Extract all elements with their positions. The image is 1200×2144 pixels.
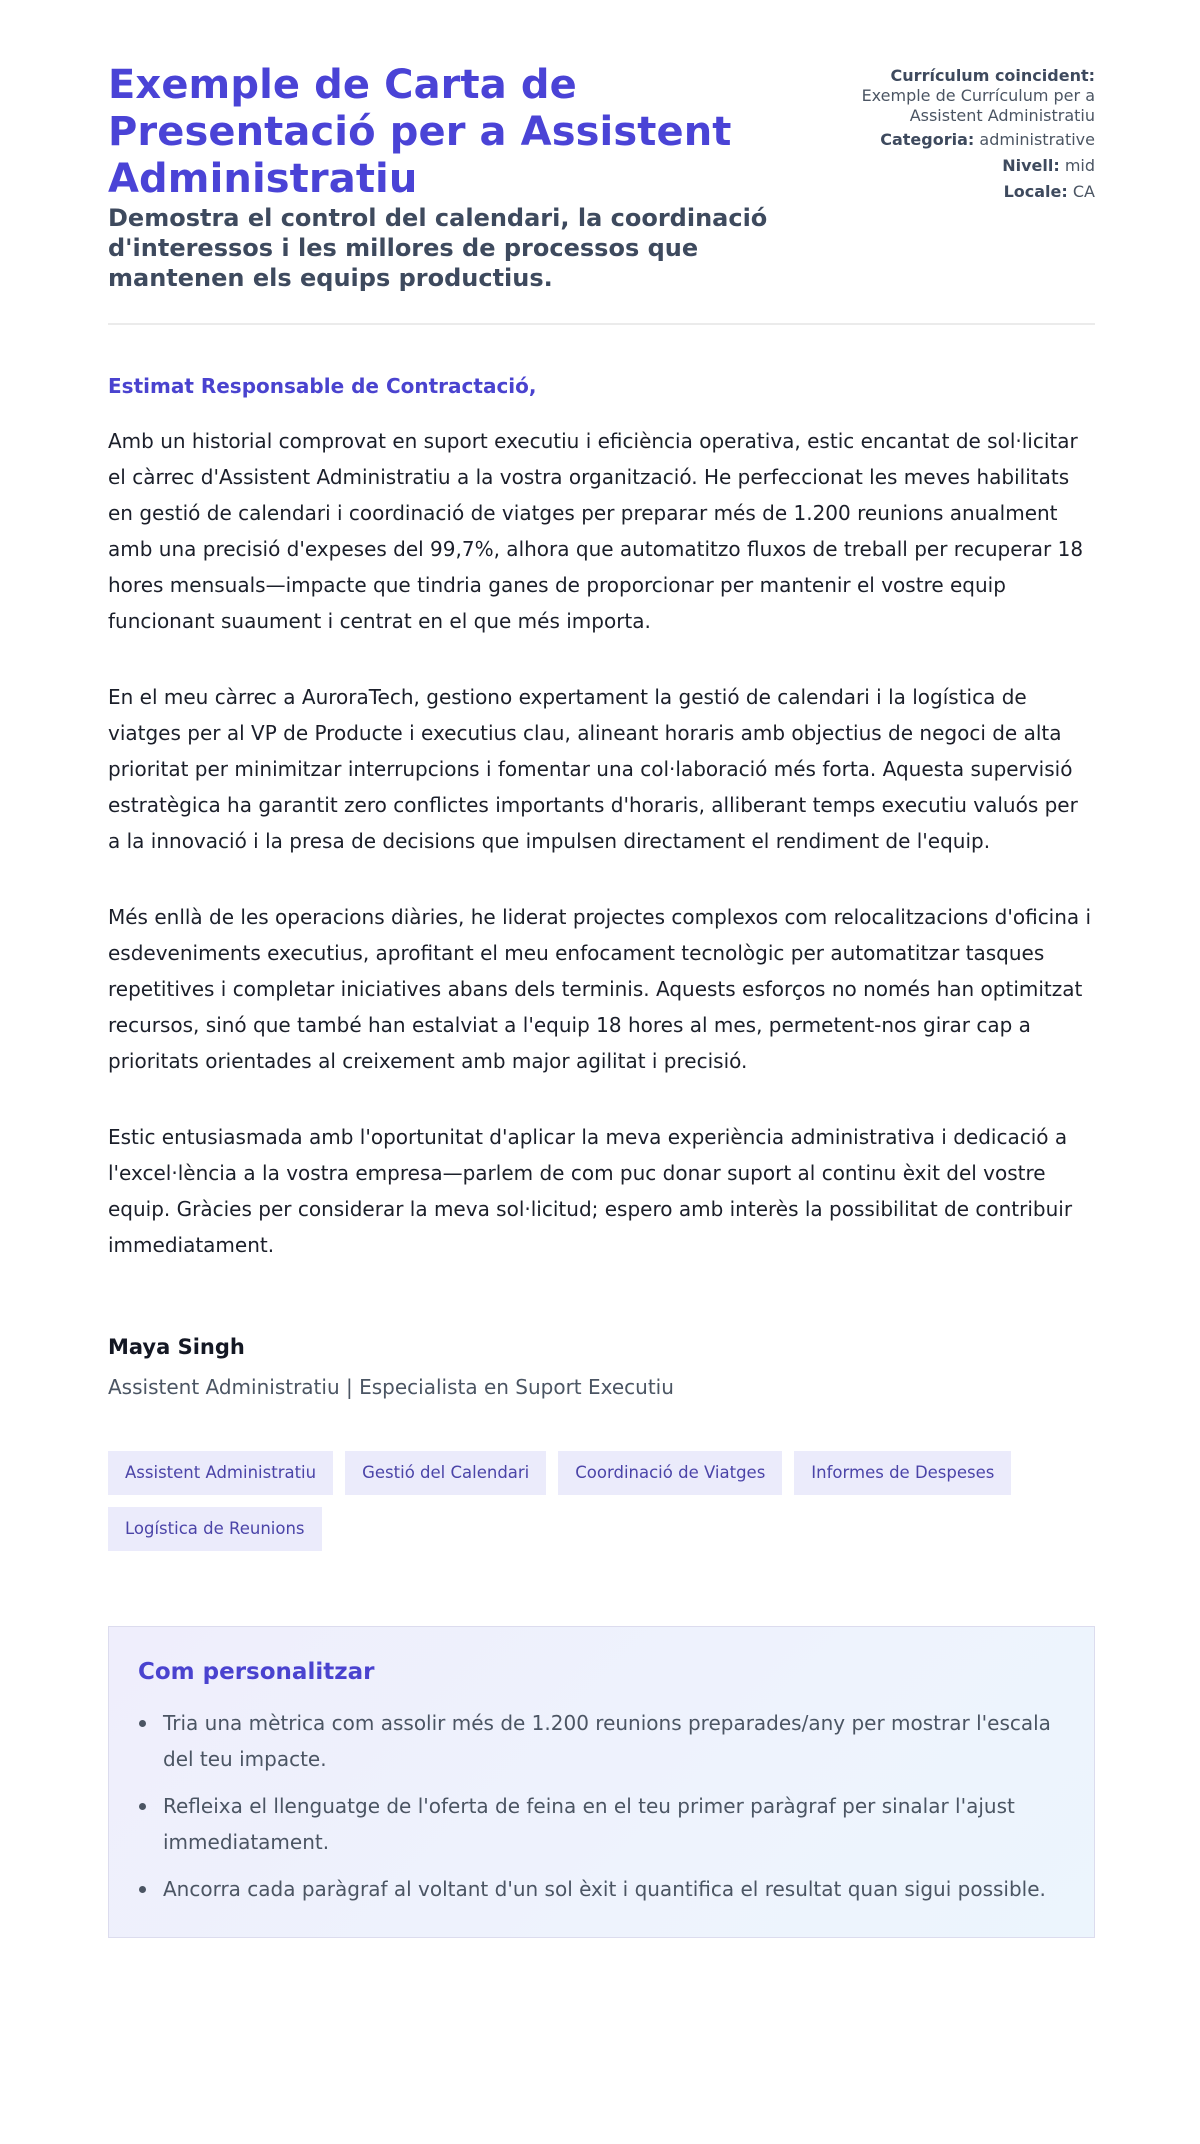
salutation: Estimat Responsable de Contractació, [108,374,537,398]
page-subtitle: Demostra el control del calendari, la coordinació d'interessos i les millores de processos que mantenen els equips productius. [108,204,768,292]
tip-item [163,1788,1065,1860]
letter-paragraph: En el meu càrrec a AuroraTech, gestiono expertament la gestió de calendari i la logística de viatges per al VP de Producte i executius clau, alineant horaris amb objectius de negoci de alta prioritat per minimitzar interrupcions i fomentar una col·laboració més forta. Aquesta supervisió estratègica ha garantit zero conflictes importants d'horaris, alliberant temps executiu valuós per a la innovació i la presa de decisions que impulsen directament el rendiment de l'equip. [108,685,1078,853]
letter-paragraph: Estic entusiasmada amb l'oportunitat d'aplicar la meva experiència administrativa i dedicació a l'excel·lència a la vostra empresa—parlem de com puc donar suport al continu èxit del vostre equip. Gràcies per considerar la meva sol·licitud; espero amb interès la possibilitat de contribuir immediatament. [108,1125,1073,1257]
skill-tag: Assistent Administratiu [108,1451,333,1495]
meta-matching-resume-value: Exemple de Currículum per a Assistent Administratiu [861,86,1095,125]
page-title: Exemple de Carta de Presentació per a Assistent Administratiu [108,62,732,202]
letter-paragraph: Més enllà de les operacions diàries, he liderat projectes complexos com relocalitzacions d'oficina i esdeveniments executius, aprofitant el meu enfocament tecnològic per automatitzar tasques repetitives i completar iniciatives abans dels terminis. Aquests esforços no només han optimitzat recursos, sinó que també han estalviat a l'equip 18 hores al mes, permetent-nos girar cap a prioritats orientades al creixement amb major agilitat i precisió. [108,905,1092,1073]
bullet-icon [139,1720,146,1727]
meta-level-label: Nivell: [1002,156,1060,175]
cover-letter-page [108,0,1095,1938]
signature-name: Maya Singh [108,1335,245,1359]
tip-text: Refleixa el llenguatge de l'oferta de feina en el teu primer paràgraf per sinalar l'ajust immediatament. [163,1794,1015,1854]
meta-category-label: Categoria: [880,130,975,149]
meta-locale-value: CA [1072,182,1095,201]
customization-tips-box [108,1626,1095,1938]
tip-text: Tria una mètrica com assolir més de 1.200 reunions preparades/any per mostrar l'escala del teu impacte. [163,1711,1051,1771]
skill-tag: Coordinació de Viatges [558,1451,782,1495]
tips-list [138,1705,1065,1907]
letter-body [108,372,1095,1401]
letter-paragraph: Amb un historial comprovat en suport executiu i eficiència operativa, estic encantat de sol·licitar el càrrec d'Assistent Administratiu a la vostra organització. He perfeccionat les meves habilitats en gestió de calendari i coordinació de viatges per preparar més de 1.200 reunions anualment amb una precisió d'expeses del 99,7%, alhora que automatitzo fluxos de treball per recuperar 18 hores mensuals—impacte que tindria ganes de proporcionar per mantenir el vostre equip funcionant suaument i centrat en el que més importa. [108,429,1084,633]
meta-locale-label: Locale: [1003,182,1068,201]
bullet-icon [139,1886,146,1893]
skill-tag: Logística de Reunions [108,1507,322,1551]
meta-category [835,130,1095,150]
header-titles [108,62,808,293]
signature-block [108,1333,1095,1401]
metadata-panel [835,62,1095,208]
meta-locale [835,182,1095,202]
meta-category-value: administrative [979,130,1095,149]
meta-level [835,156,1095,176]
tip-text: Ancorra cada paràgraf al voltant d'un sol èxit i quantifica el resultat quan sigui possible. [163,1877,1046,1901]
tip-item [163,1871,1065,1907]
signature-title: Assistent Administratiu | Especialista en Suport Executiu [108,1375,674,1399]
tip-item [163,1705,1065,1777]
meta-matching-resume [835,66,1095,126]
bullet-icon [139,1803,146,1810]
page-header [108,62,1095,325]
skill-tag: Gestió del Calendari [345,1451,546,1495]
tips-title: Com personalitzar [138,1659,375,1685]
meta-matching-resume-label: Currículum coincident: [890,66,1095,85]
skill-tag: Informes de Despeses [794,1451,1011,1495]
skill-tags [108,1451,1095,1551]
meta-level-value: mid [1064,156,1095,175]
